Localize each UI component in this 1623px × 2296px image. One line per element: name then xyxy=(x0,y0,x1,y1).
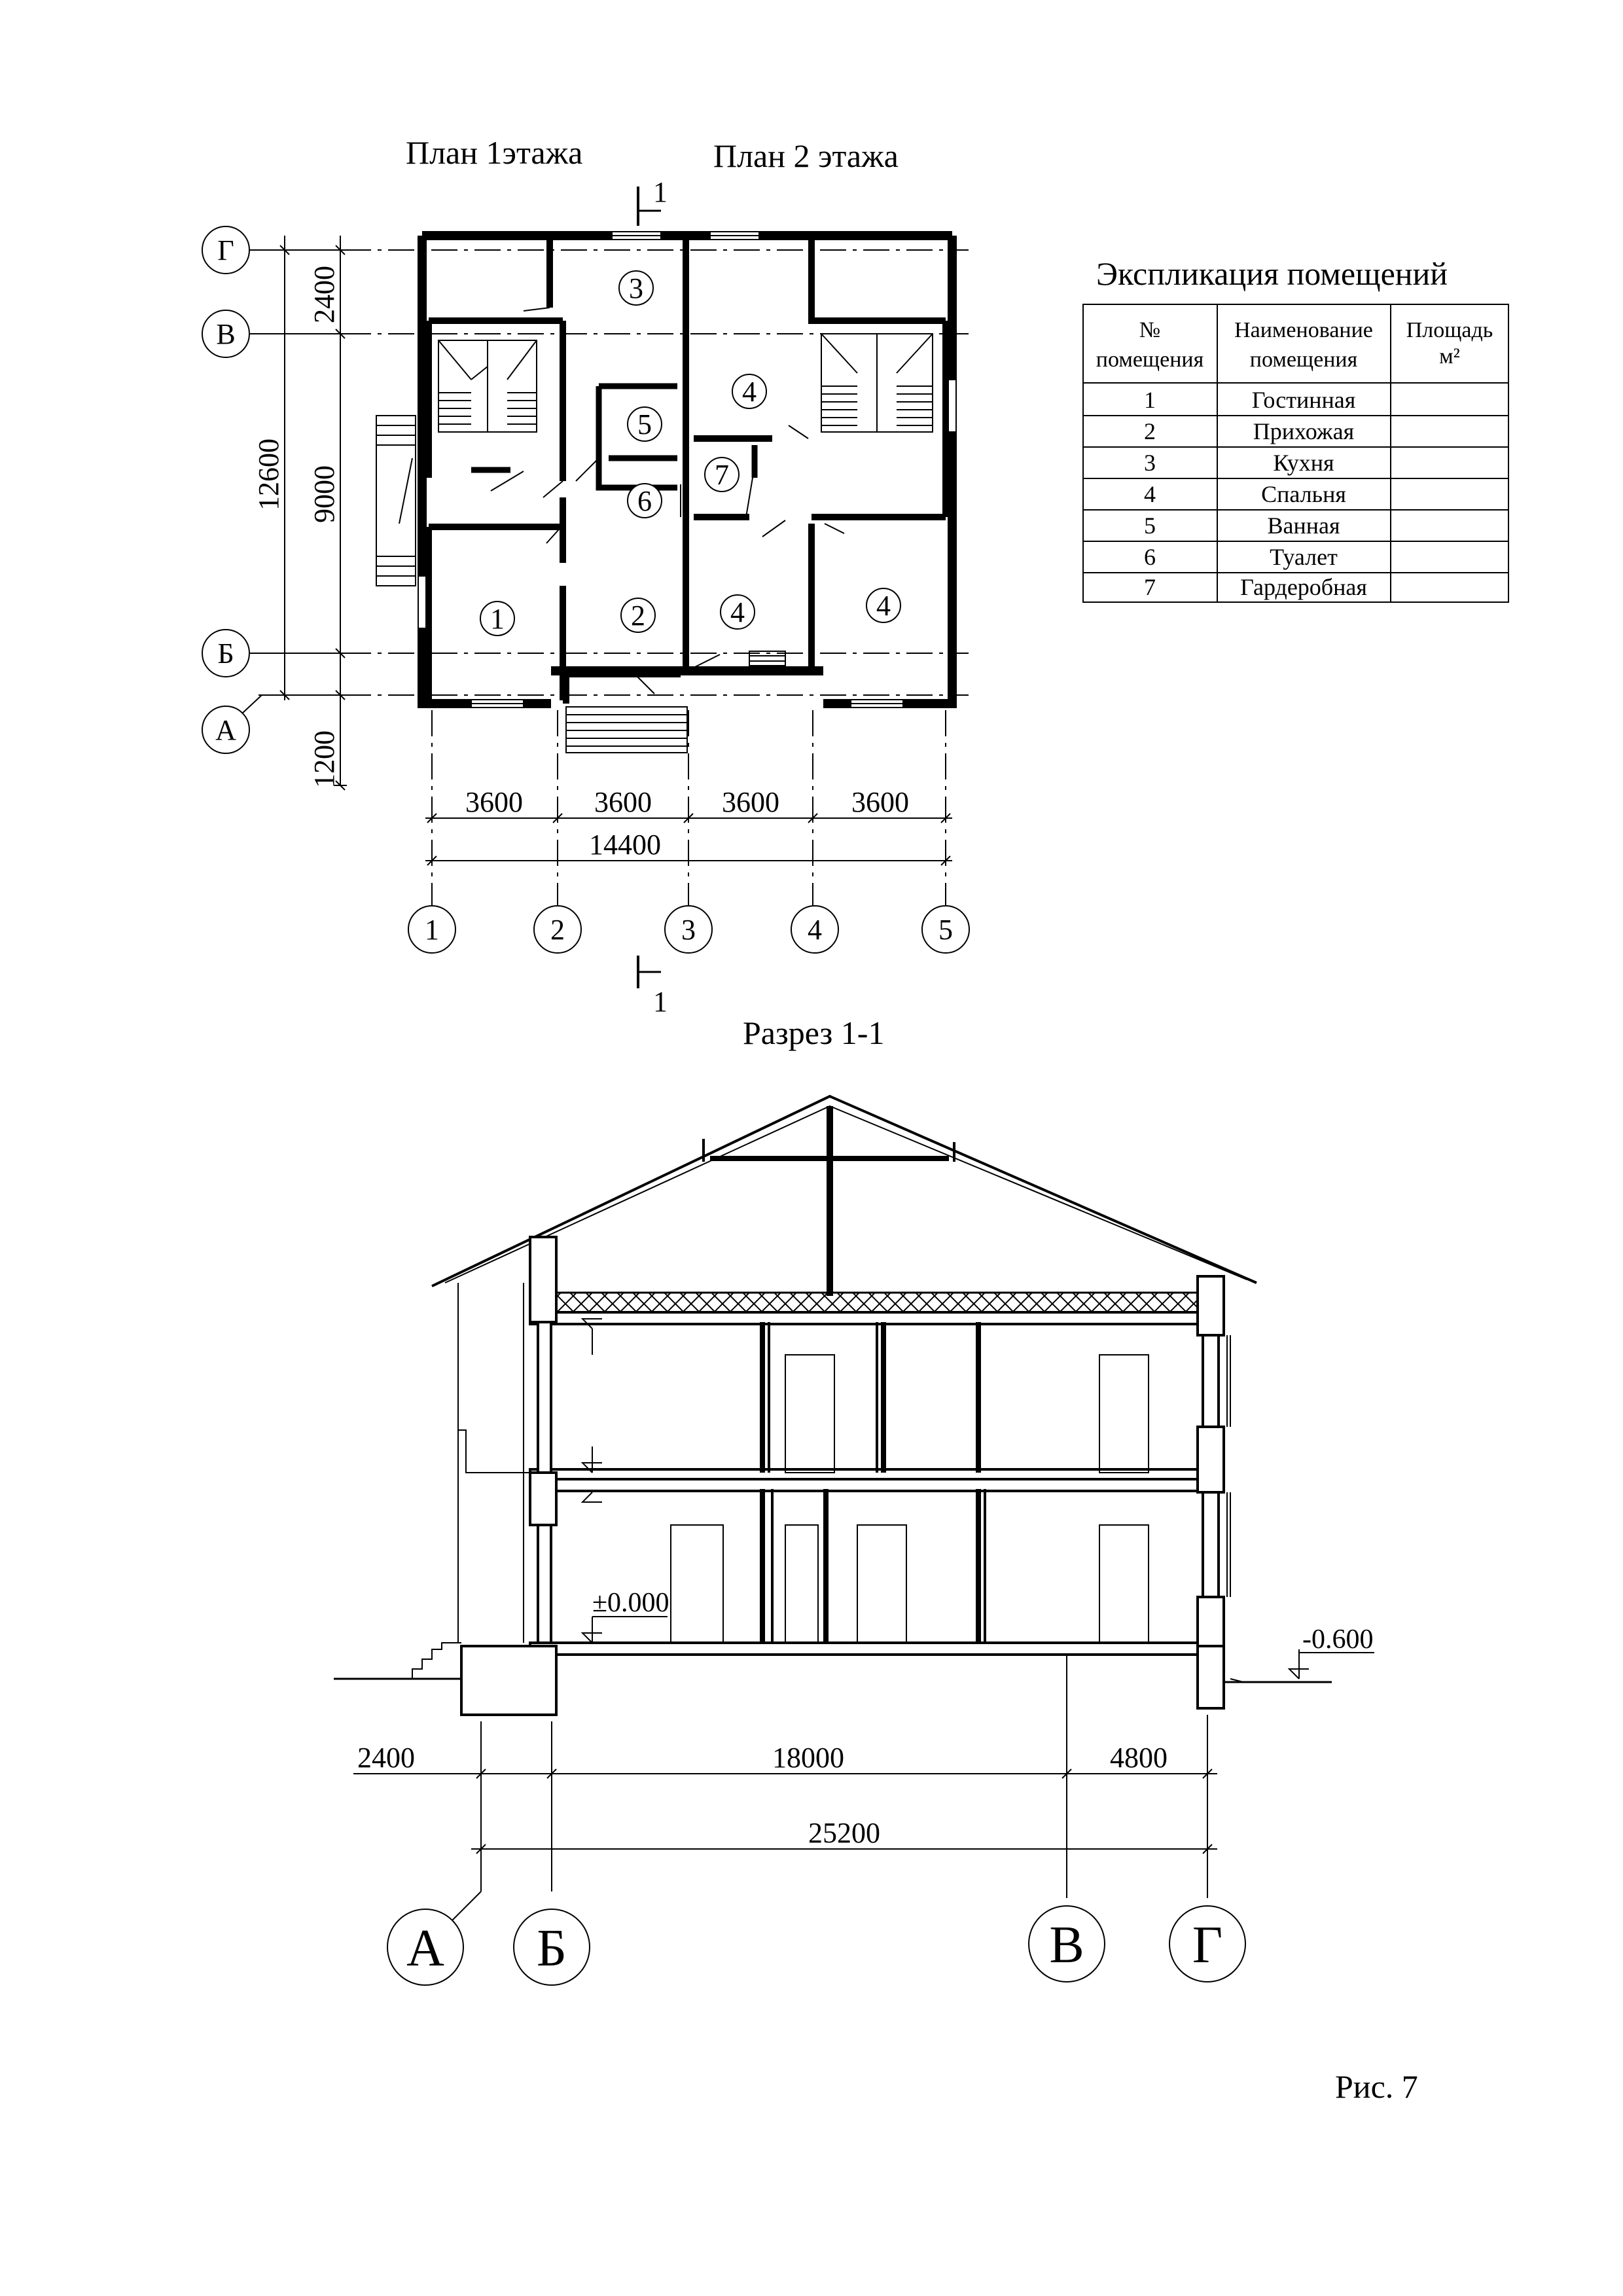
table-row xyxy=(1144,450,1334,476)
row-3-name: Кухня xyxy=(1273,450,1334,476)
section-mark-top xyxy=(638,176,668,226)
header-name-line1: Наименование xyxy=(1234,318,1373,342)
axis-col-3-label: 3 xyxy=(681,914,696,946)
plan-doors xyxy=(399,308,844,694)
row-4-num: 4 xyxy=(1144,481,1156,507)
axis-row-g-label: Г xyxy=(217,234,234,266)
section-doors xyxy=(671,1355,1149,1643)
axis-col-4-label: 4 xyxy=(808,914,822,946)
row-1-name: Гостинная xyxy=(1251,387,1356,413)
row-6-num: 6 xyxy=(1144,544,1156,570)
axis-col-4 xyxy=(791,906,838,953)
room-label-1-text: 1 xyxy=(490,603,505,635)
row-2-num: 2 xyxy=(1144,418,1156,444)
room-label-4a-text: 4 xyxy=(742,376,757,408)
room-label-1 xyxy=(480,601,514,636)
section-title: Разрез 1-1 xyxy=(743,1014,885,1051)
dim-v-9000: 9000 xyxy=(308,465,340,523)
axis-row-v xyxy=(202,310,259,357)
header-num-line1: № xyxy=(1139,318,1161,342)
level-zero: ±0.000 xyxy=(592,1588,669,1618)
header-area-line2: м² xyxy=(1439,344,1460,368)
axis-row-a-label: А xyxy=(215,714,236,746)
room-label-7-text: 7 xyxy=(715,459,729,491)
plan-title-floor1: План 1этажа xyxy=(406,134,583,171)
section-axis-b xyxy=(514,1909,590,1985)
dim-h-1: 3600 xyxy=(465,786,523,818)
room-label-6-text: 6 xyxy=(637,485,652,517)
plan-title-floor2: План 2 этажа xyxy=(713,137,899,174)
section-axis-b-label: Б xyxy=(537,1920,567,1977)
table-row xyxy=(1144,481,1346,507)
section-axis-a-label: А xyxy=(406,1920,444,1977)
room-label-2-text: 2 xyxy=(631,600,645,632)
row-6-name: Туалет xyxy=(1270,544,1338,570)
section-windows xyxy=(1227,1335,1230,1597)
room-label-2 xyxy=(621,598,655,632)
room-label-3 xyxy=(619,271,653,305)
dim-h-total: 14400 xyxy=(589,829,661,861)
explication-table xyxy=(1083,255,1508,602)
room-label-4b xyxy=(721,595,755,629)
row-3-num: 3 xyxy=(1144,450,1156,476)
section-dim-2400: 2400 xyxy=(357,1742,415,1774)
axis-row-a xyxy=(202,695,262,753)
table-row xyxy=(1144,387,1355,413)
room-label-4c xyxy=(866,588,901,622)
room-label-4a xyxy=(732,374,766,408)
section-mark-bottom xyxy=(638,956,668,1018)
plan-stair-left xyxy=(438,340,537,432)
dim-v-12600: 12600 xyxy=(253,439,285,511)
header-area-line1: Площадь xyxy=(1406,318,1493,342)
section-axis-v xyxy=(1029,1906,1105,1982)
axis-row-v-label: В xyxy=(216,318,236,350)
dim-h-3: 3600 xyxy=(722,786,779,818)
section-axis-v-label: В xyxy=(1049,1916,1084,1974)
room-label-7 xyxy=(705,457,739,492)
section-axis-g-label: Г xyxy=(1192,1916,1223,1974)
floor-plan xyxy=(202,226,969,953)
room-label-3-text: 3 xyxy=(629,272,643,304)
row-5-name: Ванная xyxy=(1267,512,1340,539)
level-ground: -0.600 xyxy=(1302,1624,1374,1655)
dim-h-4: 3600 xyxy=(851,786,909,818)
axis-col-2 xyxy=(534,906,581,953)
axis-col-2-label: 2 xyxy=(550,914,565,946)
table-row xyxy=(1144,544,1338,570)
axis-row-b-label: Б xyxy=(217,637,234,670)
section-axis-a xyxy=(387,1892,481,1985)
explication-title: Экспликация помещений xyxy=(1096,255,1448,292)
dim-v-2400: 2400 xyxy=(308,266,340,323)
header-num-line2: помещения xyxy=(1096,348,1204,372)
explication-header-area xyxy=(1406,318,1493,368)
plan-partitions xyxy=(471,386,916,517)
room-label-6 xyxy=(628,484,662,518)
dim-v-1200: 1200 xyxy=(308,730,340,788)
section-mark-bottom-label: 1 xyxy=(653,986,668,1018)
table-row xyxy=(1144,418,1354,444)
table-row xyxy=(1144,574,1367,600)
axis-col-1 xyxy=(408,906,455,953)
explication-header-num xyxy=(1096,318,1204,372)
section-porch xyxy=(458,1283,530,1643)
section-attic-insulation xyxy=(556,1293,1224,1312)
table-row xyxy=(1144,512,1340,539)
section-dim-4800: 4800 xyxy=(1110,1742,1168,1774)
room-label-5-text: 5 xyxy=(637,408,652,440)
axis-col-5 xyxy=(922,906,969,953)
row-7-num: 7 xyxy=(1144,574,1156,600)
row-1-num: 1 xyxy=(1144,387,1156,413)
row-7-name: Гардеробная xyxy=(1240,574,1367,600)
axis-col-5-label: 5 xyxy=(938,914,953,946)
header-name-line2: помещения xyxy=(1249,348,1358,372)
room-label-4b-text: 4 xyxy=(730,596,745,628)
explication-header-name xyxy=(1234,318,1373,372)
axis-col-1-label: 1 xyxy=(425,914,439,946)
dim-h-2: 3600 xyxy=(594,786,652,818)
room-label-5 xyxy=(628,407,662,441)
axis-row-g xyxy=(202,226,259,274)
row-2-name: Прихожая xyxy=(1253,418,1355,444)
row-5-num: 5 xyxy=(1144,512,1156,539)
section-mark-top-label: 1 xyxy=(653,176,668,208)
room-label-4c-text: 4 xyxy=(876,590,891,622)
plan-stair-right xyxy=(821,334,933,432)
section-axis-g xyxy=(1169,1906,1245,1982)
section-foundation xyxy=(461,1646,1224,1715)
building-section xyxy=(334,1096,1374,1985)
axis-col-3 xyxy=(665,906,712,953)
figure-label: Рис. 7 xyxy=(1335,2068,1418,2105)
section-dim-18000: 18000 xyxy=(772,1742,844,1774)
row-4-name: Спальня xyxy=(1261,481,1346,507)
section-dim-total: 25200 xyxy=(808,1817,880,1849)
axis-row-b xyxy=(202,630,259,677)
